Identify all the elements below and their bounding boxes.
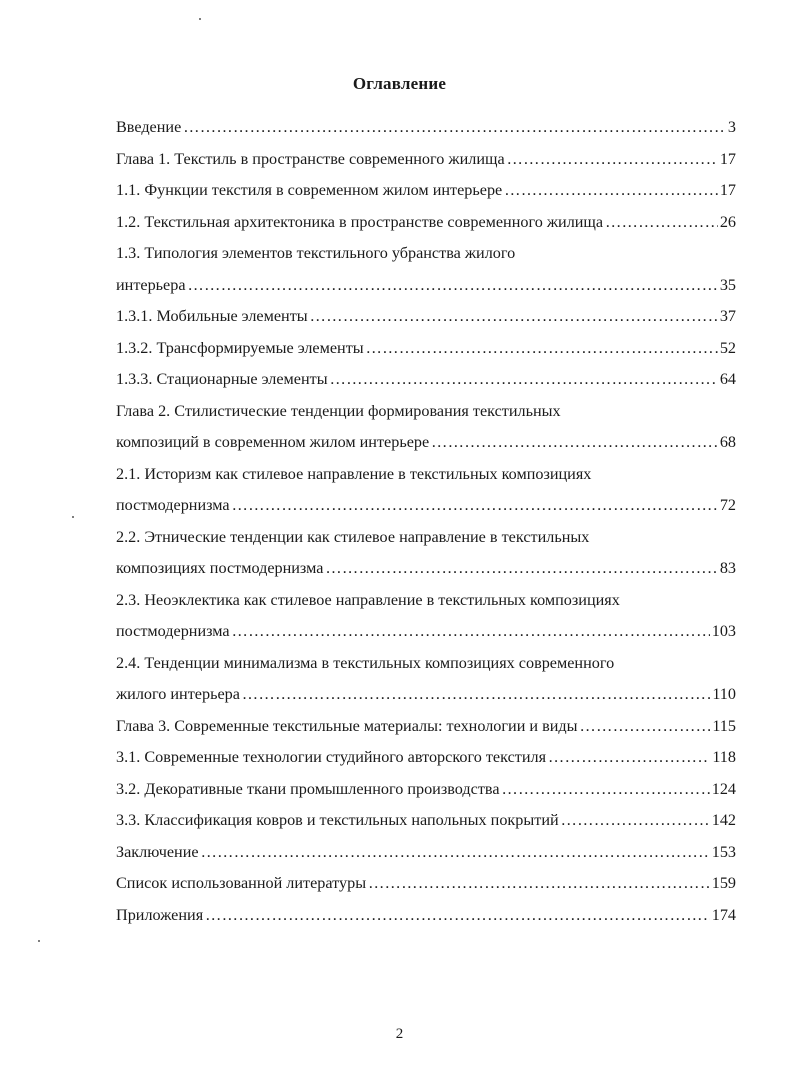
toc-entry-page: 68 xyxy=(719,433,736,451)
toc-leader-dots xyxy=(242,685,710,704)
toc-entry[interactable] xyxy=(116,244,736,276)
toc-leader-dots xyxy=(330,370,718,389)
toc-entry-title: Список использованной литературы xyxy=(116,874,367,892)
table-of-contents xyxy=(116,118,736,937)
toc-entry[interactable] xyxy=(116,370,736,402)
scan-speck xyxy=(38,940,40,942)
scan-speck xyxy=(72,516,74,518)
toc-entry-page: 26 xyxy=(719,212,736,231)
toc-entry-page: 103 xyxy=(711,622,736,640)
toc-entry-page: 52 xyxy=(719,338,736,357)
toc-entry-title: 2.3. Неоэклектика как стилевое направление в текстильных композициях xyxy=(116,590,620,609)
toc-leader-dots xyxy=(188,276,718,295)
toc-entry[interactable] xyxy=(116,465,736,497)
toc-entry-page: 37 xyxy=(719,307,736,325)
toc-entry-title: 3.2. Декоративные ткани промышленного производства xyxy=(116,779,500,798)
toc-entry-page: 159 xyxy=(711,874,736,892)
toc-entry-title: композиций в современном жилом интерьере xyxy=(116,433,430,451)
toc-entry-title: Приложения xyxy=(116,905,204,924)
toc-entry[interactable] xyxy=(116,874,736,906)
toc-entry[interactable] xyxy=(116,654,736,686)
toc-entry[interactable] xyxy=(116,717,736,749)
toc-entry[interactable] xyxy=(116,906,736,938)
toc-entry[interactable] xyxy=(116,811,736,843)
toc-entry[interactable] xyxy=(116,843,736,875)
page-number: 2 xyxy=(395,1026,404,1042)
toc-entry-page: 124 xyxy=(711,779,736,798)
toc-leader-dots xyxy=(232,622,710,641)
toc-entry-title: 1.3.3. Стационарные элементы xyxy=(116,370,328,388)
toc-entry-title: Глава 2. Стилистические тенденции формирования текстильных xyxy=(116,401,561,420)
toc-leader-dots xyxy=(548,748,710,767)
toc-leader-dots xyxy=(580,717,711,736)
toc-entry[interactable] xyxy=(116,528,736,560)
toc-entry-page: 64 xyxy=(719,370,736,388)
toc-entry-page: 17 xyxy=(719,181,736,199)
toc-leader-dots xyxy=(368,874,710,893)
toc-entry[interactable] xyxy=(116,780,736,812)
toc-entry-title: жилого интерьера xyxy=(116,685,240,703)
toc-entry[interactable] xyxy=(116,622,736,654)
toc-leader-dots xyxy=(431,433,718,452)
toc-entry-title: 1.2. Текстильная архитектоника в пространстве современного жилища xyxy=(116,212,604,231)
toc-leader-dots xyxy=(502,780,710,799)
toc-entry[interactable] xyxy=(116,685,736,717)
toc-entry-title: 3.3. Классификация ковров и текстильных напольных покрытий xyxy=(116,811,559,829)
toc-entry-page: 174 xyxy=(711,905,736,924)
toc-entry[interactable] xyxy=(116,591,736,623)
toc-entry[interactable] xyxy=(116,307,736,339)
toc-entry[interactable] xyxy=(116,559,736,591)
toc-entry[interactable] xyxy=(116,150,736,182)
toc-entry-page: 17 xyxy=(719,149,736,168)
scan-speck xyxy=(199,18,201,20)
toc-entry[interactable] xyxy=(116,433,736,465)
toc-entry-page: 3 xyxy=(727,118,736,136)
toc-entry-title: 2.2. Этнические тенденции как стилевое направление в текстильных xyxy=(116,527,590,546)
toc-entry[interactable] xyxy=(116,118,736,150)
toc-leader-dots xyxy=(507,150,718,169)
toc-entry-page: 72 xyxy=(719,496,736,514)
toc-entry-page: 118 xyxy=(712,748,736,766)
toc-entry-title: 2.1. Историзм как стилевое направление в текстильных композициях xyxy=(116,464,592,483)
toc-entry[interactable] xyxy=(116,213,736,245)
toc-entry-title: Глава 1. Текстиль в пространстве современного жилища xyxy=(116,149,505,168)
toc-leader-dots xyxy=(504,181,718,200)
toc-entry-title: 1.3.2. Трансформируемые элементы xyxy=(116,338,364,357)
toc-leader-dots xyxy=(205,906,710,925)
toc-entry-title: постмодернизма xyxy=(116,496,230,514)
toc-entry-title: постмодернизма xyxy=(116,622,230,640)
toc-entry-title: 1.3. Типология элементов текстильного убранства жилого xyxy=(116,244,516,262)
toc-entry-title: 1.3.1. Мобильные элементы xyxy=(116,307,308,325)
toc-leader-dots xyxy=(366,339,718,358)
toc-leader-dots xyxy=(605,213,718,232)
toc-entry-title: Заключение xyxy=(116,842,199,861)
toc-entry-title: интерьера xyxy=(116,275,186,294)
toc-entry[interactable] xyxy=(116,339,736,371)
toc-leader-dots xyxy=(325,559,717,578)
toc-entry[interactable] xyxy=(116,402,736,434)
toc-entry-title: композициях постмодернизма xyxy=(116,559,324,577)
toc-entry-title: 2.4. Тенденции минимализма в текстильных композициях современного xyxy=(116,653,615,672)
toc-leader-dots xyxy=(183,118,726,137)
toc-entry-page: 110 xyxy=(712,685,736,703)
toc-entry-page: 115 xyxy=(712,716,736,735)
toc-entry[interactable] xyxy=(116,181,736,213)
toc-leader-dots xyxy=(310,307,718,326)
toc-entry-title: Глава 3. Современные текстильные материалы: технологии и виды xyxy=(116,716,578,735)
toc-entry-page: 153 xyxy=(711,842,736,861)
toc-entry-title: 3.1. Современные технологии студийного авторского текстиля xyxy=(116,748,547,766)
toc-leader-dots xyxy=(201,843,710,862)
toc-leader-dots xyxy=(232,496,718,515)
toc-entry-title: 1.1. Функции текстиля в современном жилом интерьере xyxy=(116,181,503,199)
toc-leader-dots xyxy=(561,811,710,830)
page-title: Оглавление xyxy=(352,74,447,93)
toc-entry[interactable] xyxy=(116,496,736,528)
toc-entry-title: Введение xyxy=(116,118,182,136)
toc-entry-page: 83 xyxy=(719,559,736,577)
toc-entry[interactable] xyxy=(116,276,736,308)
toc-entry-page: 35 xyxy=(719,275,736,294)
toc-entry[interactable] xyxy=(116,748,736,780)
toc-entry-page: 142 xyxy=(711,811,736,829)
